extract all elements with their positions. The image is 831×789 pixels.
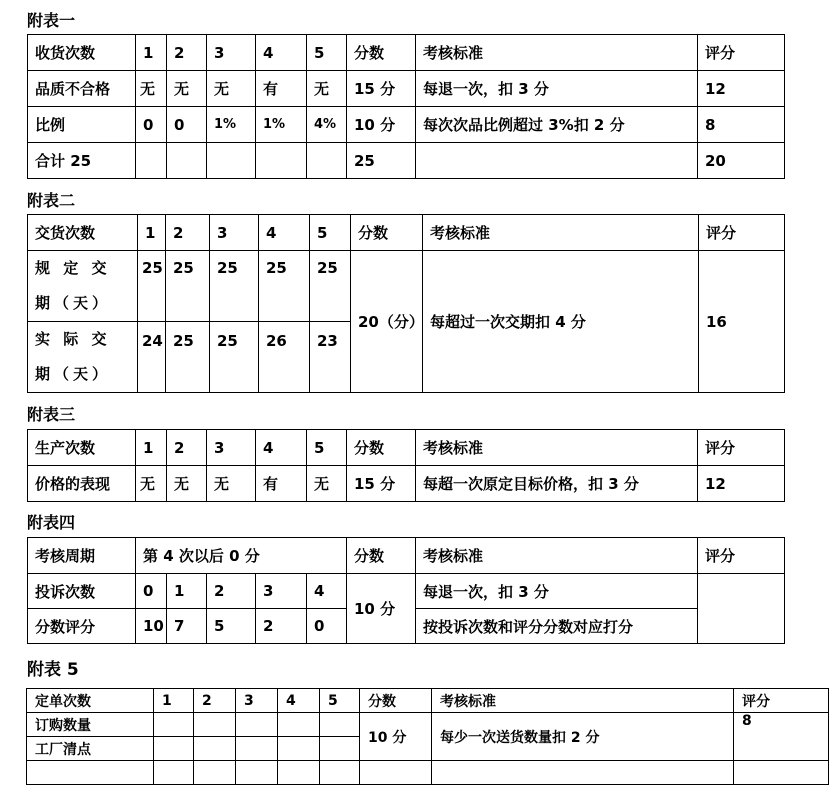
cell: 4	[256, 35, 307, 71]
cell	[27, 761, 154, 785]
cell: 每少一次送货数量扣 2 分	[432, 713, 734, 761]
cell	[167, 143, 207, 179]
cell: 评分	[698, 538, 785, 574]
cell: 25	[138, 251, 166, 322]
cell: 2	[166, 215, 210, 251]
cell: 2	[194, 689, 236, 713]
cell: 无	[167, 71, 207, 107]
cell	[307, 143, 347, 179]
cell: 品质不合格	[28, 71, 136, 107]
cell: 定单次数	[27, 689, 154, 713]
cell: 12	[698, 71, 785, 107]
cell: 价格的表现	[28, 466, 136, 502]
cell: 25	[166, 322, 210, 393]
cell: 工厂清点	[27, 737, 154, 761]
cell: 有	[256, 466, 307, 502]
table1	[27, 34, 785, 179]
cell	[236, 713, 278, 737]
cell: 2	[207, 574, 256, 609]
cell: 0	[136, 107, 167, 143]
table5-title: 附表 5	[27, 660, 79, 680]
cell: 10 分	[347, 107, 416, 143]
cell: 考核标准	[423, 215, 699, 251]
cell: 4%	[307, 107, 347, 143]
cell	[236, 737, 278, 761]
cell: 第 4 次以后 0 分	[136, 538, 347, 574]
cell: 10	[136, 609, 167, 644]
cell: 20（分）	[351, 251, 423, 393]
cell: 每退一次，扣 3 分	[416, 71, 698, 107]
cell: 评分	[734, 689, 829, 713]
cell: 5	[320, 689, 360, 713]
cell	[194, 737, 236, 761]
table-row	[28, 71, 785, 107]
table3	[27, 429, 785, 502]
cell: 1	[154, 689, 194, 713]
cell: 1	[136, 35, 167, 71]
cell: 1	[138, 215, 166, 251]
cell: 无	[207, 466, 256, 502]
cell	[278, 737, 320, 761]
cell: 8	[698, 107, 785, 143]
table4-title: 附表四	[27, 513, 76, 532]
table-row	[27, 761, 829, 785]
cell	[320, 713, 360, 737]
cell: 分数	[347, 430, 416, 466]
cell: 考核标准	[416, 538, 698, 574]
table-row	[28, 251, 785, 322]
cell: 8	[734, 713, 829, 761]
cell	[207, 143, 256, 179]
table2	[27, 214, 785, 393]
table5	[26, 688, 829, 785]
cell: 分数	[360, 689, 432, 713]
table-row	[27, 713, 829, 737]
cell: 24	[138, 322, 166, 393]
cell: 每超一次原定目标价格，扣 3 分	[416, 466, 698, 502]
cell: 考核标准	[432, 689, 734, 713]
table-row	[28, 574, 785, 609]
cell: 评分	[699, 215, 785, 251]
cell: 无	[207, 71, 256, 107]
cell: 无	[136, 466, 167, 502]
cell	[154, 761, 194, 785]
cell: 无	[167, 466, 207, 502]
cell: 3	[207, 35, 256, 71]
table4	[27, 537, 785, 644]
cell: 10 分	[347, 574, 416, 644]
cell: 投诉次数	[28, 574, 136, 609]
cell: 考核标准	[416, 430, 698, 466]
cell: 订购数量	[27, 713, 154, 737]
cell: 12	[698, 466, 785, 502]
cell	[432, 761, 734, 785]
table1-header	[28, 35, 785, 71]
table-row	[28, 107, 785, 143]
cell: 每退一次，扣 3 分	[416, 574, 698, 609]
cell: 23	[310, 322, 351, 393]
table-row	[28, 143, 785, 179]
cell: 考核标准	[416, 35, 698, 71]
cell: 26	[259, 322, 310, 393]
cell	[194, 713, 236, 737]
cell: 5	[307, 430, 347, 466]
cell: 交货次数	[28, 215, 138, 251]
cell	[320, 761, 360, 785]
cell: 10 分	[360, 713, 432, 761]
cell: 25	[166, 251, 210, 322]
cell: 0	[307, 609, 347, 644]
cell	[256, 143, 307, 179]
cell: 每次次品比例超过 3%扣 2 分	[416, 107, 698, 143]
cell: 2	[167, 430, 207, 466]
cell: 每超过一次交期扣 4 分	[423, 251, 699, 393]
cell: 无	[307, 466, 347, 502]
cell	[360, 761, 432, 785]
cell: 合计 25	[28, 143, 136, 179]
cell: 无	[136, 71, 167, 107]
cell: 3	[207, 430, 256, 466]
table4-header	[28, 538, 785, 574]
cell: 分数	[351, 215, 423, 251]
cell: 0	[136, 574, 167, 609]
cell: 按投诉次数和评分分数对应打分	[416, 609, 698, 644]
cell: 5	[310, 215, 351, 251]
cell: 16	[699, 251, 785, 393]
cell	[154, 737, 194, 761]
cell: 1	[136, 430, 167, 466]
cell: 分数	[347, 35, 416, 71]
cell: 评分	[698, 430, 785, 466]
cell: 分数	[347, 538, 416, 574]
cell	[154, 713, 194, 737]
cell: 1%	[256, 107, 307, 143]
cell: 2	[256, 609, 307, 644]
cell: 规 定 交 期（天）	[28, 251, 138, 322]
cell: 3	[236, 689, 278, 713]
table2-header	[28, 215, 785, 251]
cell	[278, 761, 320, 785]
cell: 2	[167, 35, 207, 71]
cell: 5	[207, 609, 256, 644]
cell	[320, 737, 360, 761]
table1-title: 附表一	[27, 11, 76, 30]
cell: 4	[256, 430, 307, 466]
cell: 15 分	[347, 466, 416, 502]
cell: 0	[167, 107, 207, 143]
cell: 3	[210, 215, 259, 251]
cell	[136, 143, 167, 179]
cell: 4	[278, 689, 320, 713]
table2-title: 附表二	[27, 191, 76, 210]
cell: 15 分	[347, 71, 416, 107]
cell	[416, 143, 698, 179]
cell	[734, 761, 829, 785]
cell: 有	[256, 71, 307, 107]
cell	[236, 761, 278, 785]
cell: 5	[307, 35, 347, 71]
cell	[698, 574, 785, 644]
cell: 25	[259, 251, 310, 322]
cell: 4	[307, 574, 347, 609]
cell: 比例	[28, 107, 136, 143]
cell: 25	[347, 143, 416, 179]
table5-header	[27, 689, 829, 713]
cell: 生产次数	[28, 430, 136, 466]
cell: 4	[259, 215, 310, 251]
cell: 7	[167, 609, 207, 644]
cell: 20	[698, 143, 785, 179]
table-row	[28, 466, 785, 502]
cell: 考核周期	[28, 538, 136, 574]
cell: 实 际 交 期（天）	[28, 322, 138, 393]
cell: 3	[256, 574, 307, 609]
cell: 分数评分	[28, 609, 136, 644]
cell: 无	[307, 71, 347, 107]
cell: 25	[210, 322, 259, 393]
table3-title: 附表三	[27, 405, 76, 424]
cell: 评分	[698, 35, 785, 71]
table3-header	[28, 430, 785, 466]
cell: 1	[167, 574, 207, 609]
cell: 收货次数	[28, 35, 136, 71]
cell: 25	[310, 251, 351, 322]
cell: 25	[210, 251, 259, 322]
cell	[278, 713, 320, 737]
cell	[194, 761, 236, 785]
cell: 1%	[207, 107, 256, 143]
